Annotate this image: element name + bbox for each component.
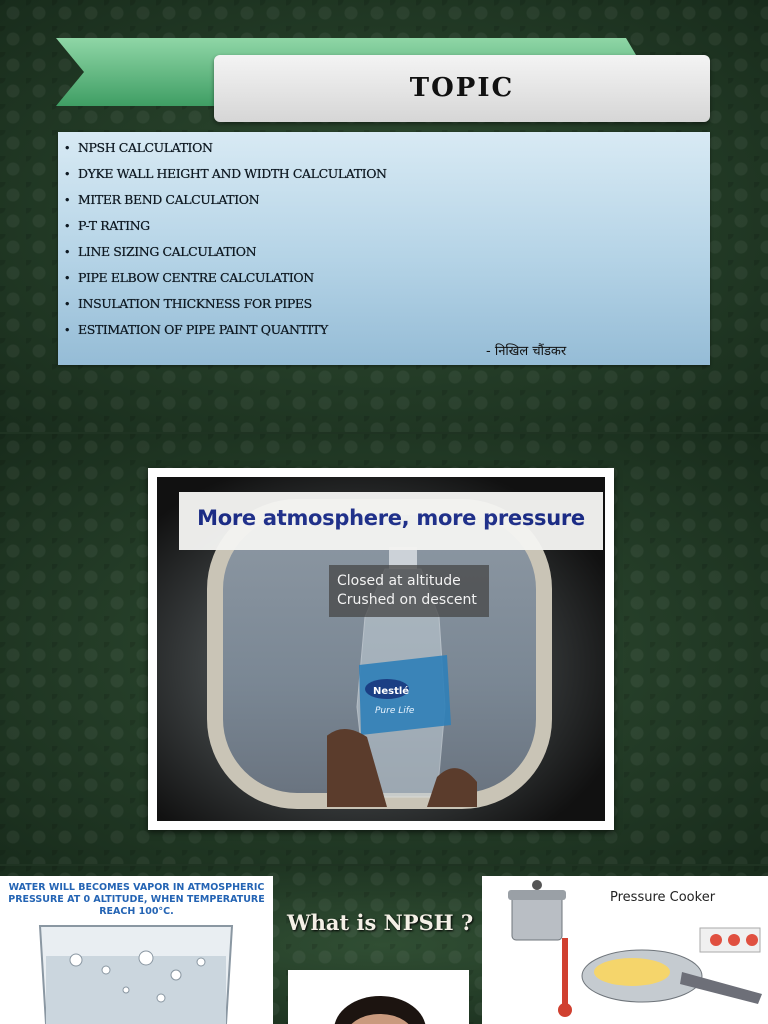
topic-item xyxy=(64,137,710,163)
bullet-icon: • xyxy=(64,272,71,285)
topic-list xyxy=(58,132,710,365)
boiling-caption: WATER WILL BECOMES VAPOR IN ATMOSPHERIC PRESSURE AT 0 ALTITUDE, WHEN TEMPERATURE REACH 100°C. xyxy=(8,882,265,917)
pressure-cooker-panel xyxy=(482,876,768,1024)
topic-item-label: NPSH CALCULATION xyxy=(78,140,213,155)
slide-npsh xyxy=(0,866,768,1024)
svg-text:Nestlé: Nestlé xyxy=(373,686,410,697)
topic-item xyxy=(64,215,710,241)
topic-item xyxy=(64,241,710,267)
caption-line-2: Crushed on descent xyxy=(337,592,477,608)
author-signature: - निखिल चौंडकर xyxy=(486,344,567,359)
cooker-title: Pressure Cooker xyxy=(610,890,716,905)
bullet-icon: • xyxy=(64,324,71,337)
topic-items xyxy=(58,132,710,345)
topic-item-label: LINE SIZING CALCULATION xyxy=(78,244,257,259)
npsh-heading: What is NPSH ? xyxy=(287,910,474,935)
slide-topic xyxy=(0,0,768,432)
topic-item-label: P-T RATING xyxy=(78,218,150,233)
topic-title-box xyxy=(214,55,710,122)
bullet-icon: • xyxy=(64,220,71,233)
topic-item-label: ESTIMATION OF PIPE PAINT QUANTITY xyxy=(78,322,328,337)
airplane-window-photo xyxy=(157,477,605,821)
bullet-icon: • xyxy=(64,246,71,259)
svg-text:Pure Life: Pure Life xyxy=(375,706,415,716)
person-photo-panel xyxy=(288,970,469,1024)
caption-line-1: Closed at altitude xyxy=(337,573,461,589)
headline-box xyxy=(179,492,603,550)
boiling-beaker-image xyxy=(36,920,236,1024)
photo-frame xyxy=(148,468,614,830)
bullet-icon: • xyxy=(64,298,71,311)
photo-caption-box xyxy=(329,565,489,617)
topic-item-label: PIPE ELBOW CENTRE CALCULATION xyxy=(78,270,314,285)
boiling-water-panel xyxy=(0,876,273,1024)
bullet-icon: • xyxy=(64,142,71,155)
bullet-icon: • xyxy=(64,168,71,181)
slide-atmosphere xyxy=(0,434,768,864)
page-title: TOPIC xyxy=(409,73,515,103)
topic-item xyxy=(64,319,710,345)
topic-item-label: MITER BEND CALCULATION xyxy=(78,192,260,207)
topic-item-label: DYKE WALL HEIGHT AND WIDTH CALCULATION xyxy=(78,166,387,181)
bullet-icon: • xyxy=(64,194,71,207)
topic-item xyxy=(64,293,710,319)
topic-item xyxy=(64,189,710,215)
topic-item xyxy=(64,163,710,189)
topic-item-label: INSULATION THICKNESS FOR PIPES xyxy=(78,296,312,311)
photo-headline: More atmosphere, more pressure xyxy=(197,506,585,530)
topic-item xyxy=(64,267,710,293)
person-head-image xyxy=(330,990,430,1024)
